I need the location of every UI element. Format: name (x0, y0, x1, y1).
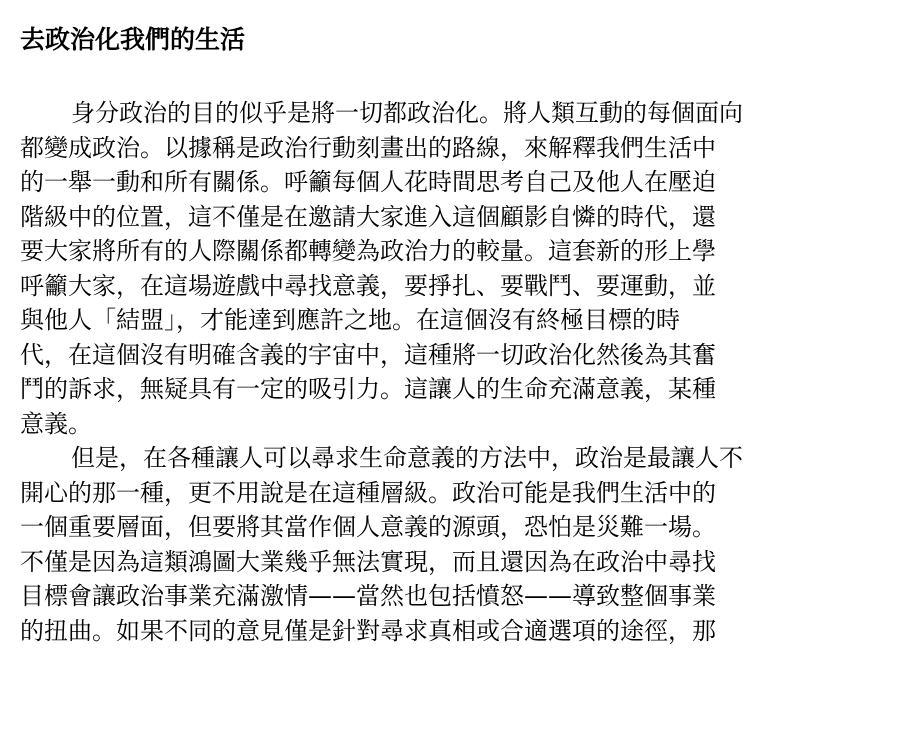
paragraph-2-line: 一個重要層面，但要將其當作個人意義的源頭，恐怕是災難一場。 (20, 513, 716, 541)
paragraph-1-line: 身分政治的目的似乎是將一切都政治化。將人類互動的每個面向 (71, 99, 743, 127)
paragraph-1-line: 意義。 (20, 409, 92, 438)
paragraph-1-line: 鬥的訴求，無疑具有一定的吸引力。這讓人的生命充滿意義，某種 (20, 375, 716, 403)
paragraph-2-line: 開心的那一種，更不用說是在這種層級。政治可能是我們生活中的 (20, 478, 716, 507)
paragraph-1-line: 與他人「結盟」，才能達到應許之地。在這個沒有終極目標的時 (20, 306, 680, 334)
paragraph-2-line: 目標會讓政治事業充滿激情——當然也包括憤怒——導致整個事業 (20, 582, 716, 610)
section-heading: 去政治化我們的生活 (20, 25, 246, 54)
paragraph-1-line: 代，在這個沒有明確含義的宇宙中，這種將一切政治化然後為其奮 (20, 340, 716, 369)
paragraph-1-line: 都變成政治。以據稱是政治行動刻畫出的路線，來解釋我們生活中 (20, 133, 716, 162)
paragraph-2-line: 的扭曲。如果不同的意見僅是針對尋求真相或合適選項的途徑，那 (20, 616, 716, 645)
paragraph-1-line: 的一舉一動和所有關係。呼籲每個人花時間思考自己及他人在壓迫 (20, 168, 716, 196)
paragraph-1-line: 呼籲大家，在這場遊戲中尋找意義，要掙扎、要戰鬥、要運動，並 (20, 271, 716, 300)
body-text (20, 96, 743, 648)
paragraph-1-line: 要大家將所有的人際關係都轉變為政治力的較量。這套新的形上學 (20, 237, 716, 265)
paragraph-2-line: 不僅是因為這類鴻圖大業幾乎無法實現，而且還因為在政治中尋找 (20, 547, 716, 576)
paragraph-2-line: 但是，在各種讓人可以尋求生命意義的方法中，政治是最讓人不 (71, 444, 743, 472)
paragraph-1-line: 階級中的位置，這不僅是在邀請大家進入這個顧影自憐的時代，還 (20, 202, 716, 231)
